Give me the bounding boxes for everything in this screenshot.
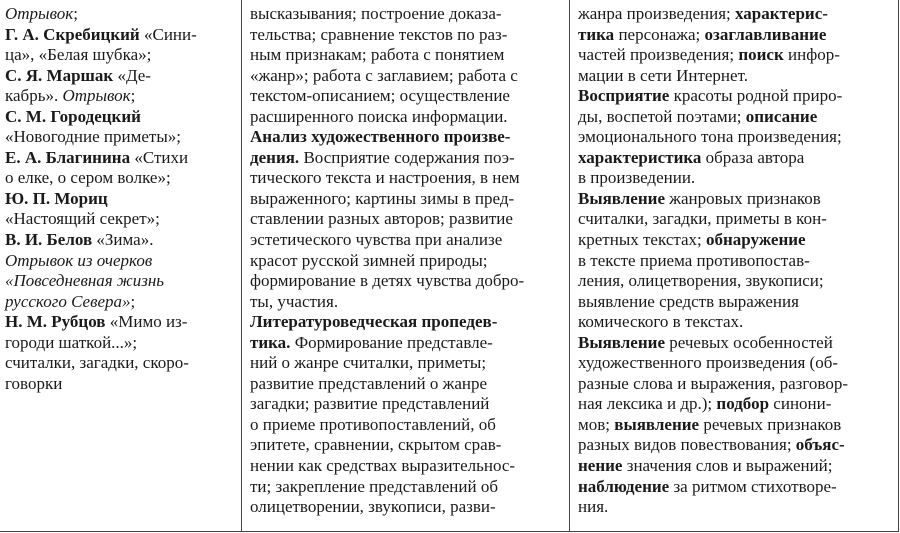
text-line: ным признакам; работа с понятием [250, 45, 505, 65]
tasks-column [242, 0, 570, 531]
works-column [0, 0, 242, 531]
text-line: наблюдение за ритмом стихотворе- [578, 476, 837, 496]
text-line: тельства; сравнение текстов по раз- [250, 24, 508, 44]
text-line: дения. Восприятие содержания поэ- [250, 147, 515, 167]
text-line: ды, воспетой поэтами; описание [578, 106, 818, 126]
text-line: олицетворении, звукописи, разви- [250, 497, 496, 517]
text-line: мов; выявление речевых признаков [578, 414, 842, 434]
text-line: В. И. Белов «Зима». [5, 230, 154, 250]
text-line: Отрывок; [5, 4, 78, 23]
text-line: С. Я. Маршак «Де- [5, 65, 151, 85]
text-line: художественного произведения (об- [578, 353, 839, 373]
text-line: Выявление речевых особенностей [578, 332, 833, 352]
text-line: частей произведения; поиск инфор- [578, 45, 840, 65]
text-line: Отрывок из очерков [5, 250, 153, 270]
text-line: кабрь». Отрывок; [5, 86, 136, 106]
text-line: ная лексика и др.); подбор синони- [578, 394, 832, 414]
text-line: считалки, загадки, приметы в кон- [578, 209, 827, 229]
text-line: Н. М. Рубцов «Мимо из- [5, 312, 188, 332]
section-heading: Литературоведческая пропедев- [250, 312, 498, 332]
text-line: текстом-описанием; осуществление [250, 86, 510, 106]
text-line: о елке, о сером волке»; [5, 168, 171, 188]
text-line: ти; закрепление представлений об [250, 476, 499, 496]
text-line: тика. Формирование представле- [250, 332, 493, 352]
text-line: разные слова и выражения, разговор- [578, 373, 849, 393]
text-line: высказывания; построение доказа- [250, 4, 502, 23]
text-line: Г. А. Скребицкий «Сини- [5, 24, 197, 44]
text-line: выявление средств выражения [578, 291, 799, 311]
text-line: ления, олицетворения, звукописи; [578, 271, 824, 291]
text-line: загадки; развитие представлений [250, 394, 490, 414]
section-heading: Анализ художественного произве- [250, 127, 511, 147]
text-line: тика персонажа; озаглавливание [578, 24, 827, 44]
text-line: ты, участия. [250, 291, 339, 311]
text-line: в произведении. [578, 168, 696, 188]
text-line: выраженного; картины зимы в пред- [250, 188, 515, 208]
text-line: говорки [5, 373, 63, 393]
text-line: красот русской зимней природы; [250, 250, 488, 270]
text-line: эстетического чувства при анализе [250, 230, 503, 250]
text-line: ния. [578, 497, 609, 517]
text-line: развитие представлений о жанре [250, 373, 488, 393]
activities-column [570, 0, 899, 531]
text-line: «Настоящий секрет»; [5, 209, 160, 229]
text-line: нении как средствах выразительнос- [250, 456, 516, 476]
text-line: «жанр»; работа с заглавием; работа с [250, 65, 518, 85]
text-line: кретных текстах; обнаружение [578, 230, 806, 250]
text-line: формирование в детях чувства добро- [250, 271, 525, 291]
text-line: С. М. Городецкий [5, 106, 141, 126]
text-line: разных видов повествования; объяс- [578, 435, 845, 455]
text-line: ний о жанре считалки, приметы; [250, 353, 487, 373]
text-line: эмоционального тона произведения; [578, 127, 842, 147]
text-line: комического в текстах. [578, 312, 744, 332]
text-line: «Новогодние приметы»; [5, 127, 181, 147]
text-line: ца», «Белая шубка»; [5, 45, 152, 65]
text-line: Е. А. Благинина «Стихи [5, 147, 189, 167]
text-line: русского Севера»; [5, 291, 136, 311]
text-line: Восприятие красоты родной приро- [578, 86, 843, 106]
text-line: ставлении разных авторов; развитие [250, 209, 513, 229]
text-line: считалки, загадки, скоро- [5, 353, 189, 373]
text-line: мации в сети Интернет. [578, 65, 748, 85]
text-line: Ю. П. Мориц [5, 188, 108, 208]
text-line: эпитете, сравнении, скрытом срав- [250, 435, 502, 455]
text-line: Выявление жанровых признаков [578, 188, 821, 208]
text-line: характеристика образа автора [578, 147, 805, 167]
text-line: «Повседневная жизнь [5, 271, 165, 291]
text-line: тического текста и настроения, в нем [250, 168, 520, 188]
text-line: жанра произведения; характерис- [578, 4, 828, 23]
text-line: расширенного поиска информации. [250, 106, 508, 126]
text-line: в тексте приема противопостав- [578, 250, 810, 270]
text-line: о приеме противопоставлений, об [250, 414, 496, 434]
text-line: нение значения слов и выражений; [578, 456, 833, 476]
text-line: городи шаткой...»; [5, 332, 138, 352]
